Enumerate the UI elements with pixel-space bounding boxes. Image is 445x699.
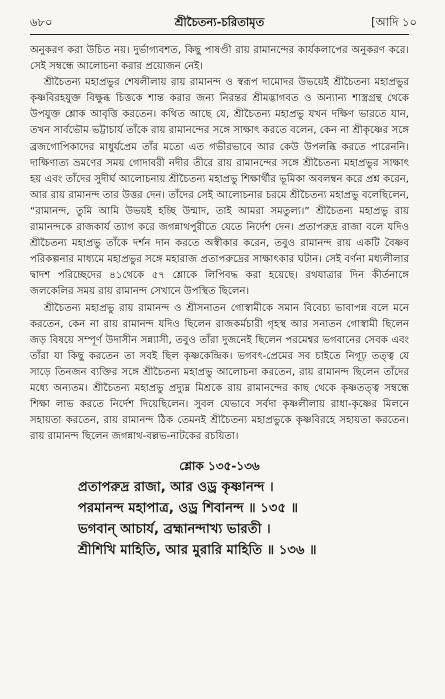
page-number: ৬৮০ (30, 15, 53, 29)
section-label: [আদি ১০ (371, 15, 417, 29)
verse-line: প্রতাপরুদ্র রাজা, আর ওড্র কৃষ্ণানন্দ । (78, 480, 274, 496)
purport-text (30, 43, 409, 445)
book-title: শ্রীচৈতন্য-চরিতামৃত (174, 15, 265, 29)
verse-line: ভগবান্ আচার্য, ব্রহ্মানন্দাখ্য ভারতী । (78, 522, 271, 538)
header-rule (30, 34, 409, 35)
paragraph: শ্রীচৈতন্য মহাপ্রভু রায় রামানন্দ ও শ্রীসনাতন গোস্বামীকে সমান বিবেচ্য ভাবাপন্ন বলে মনে করতেন, কেন না রায় রামানন্দ যদিও ছিলেন রাজকর্মচারী গৃহস্থ আর সনাতন গোস্বামী ছিলেন জড় বিষয়ে সম্পূর্ণ উদাসীন সন্ন্যাসী, তবুও তাঁরা দুজনেই ছিলেন পরমেশ্বর ভগবানের সেবক এবং তাঁরা যা কিছু করতেন তা সবই ছিল কৃষ্ণকেন্দ্রিক। ভগবৎ-প্রেমের সব চাইতে নিগূঢ় তত্ত্ব যে সাড়ে তিনজন ব্যক্তির সঙ্গে শ্রীচৈতন্য মহাপ্রভু আলোচনা করতেন, রায় রামানন্দ ছিলেন তাঁদের মধ্যে অন্যতম। শ্রীচৈতন্য মহাপ্রভু প্রদ্যুম্ন মিশ্রকে রায় রামানন্দের কাছ থেকে কৃষ্ণতত্ত্ব সম্বন্ধে শিক্ষা লাভ করতে নির্দেশ দিয়েছিলেন। সুবল যেভাবে সর্বদা কৃষ্ণলীলায় রাধা-কৃষ্ণের মিলনে সহায়তা করতেন, রায় রামানন্দ ঠিক তেমনই শ্রীচৈতন্য মহাপ্রভুকে কৃষ্ণবিরহে সহায়তা করতেন। রায় রামানন্দ ছিলেন জগন্নাথ-বল্লভ-নাটকের রচয়িতা। (30, 302, 409, 443)
verse-heading: শ্লোক ১৩৫-১৩৬ (179, 459, 260, 474)
verse-block (30, 477, 409, 561)
paragraph: শ্রীচৈতন্য মহাপ্রভুর শেষলীলায় রায় রামানন্দ ও স্বরূপ দামোদর উভয়েই শ্রীচৈতন্য মহাপ্রভুর কৃষ্ণবিরহযুক্ত বিক্ষুব্ধ চিত্তকে শান্ত করার জন্য নিরন্তর শ্রীমদ্ভাগবত ও অন্যান্য শাস্ত্রগ্রন্থ থেকে উপযুক্ত শ্লোক আবৃত্তি করতেন। কথিত আছে যে, শ্রীচৈতন্য মহাপ্রভু যখন দক্ষিণ ভারতে যান, তখন সার্বভৌম ভট্টাচার্য তাঁকে রায় রামানন্দের সঙ্গে সাক্ষাৎ করতে বলেন, কেন না শ্রীকৃষ্ণের সঙ্গে ব্রজগোপিকাদের মাধুর্যপ্রেম তাঁর মতো এত গভীরভাবে আর কেউ উপলব্ধি করতে পারেননি। দাক্ষিণাত্য ভ্রমণের সময় গোদাবরী নদীর তীরে রায় রামানন্দের সঙ্গে শ্রীচৈতন্য মহাপ্রভুর সাক্ষাৎ হয় এবং তাঁদের সুদীর্ঘ আলোচনায় শ্রীচৈতন্য মহাপ্রভু শিক্ষার্থীর ভূমিকা অবলম্বন করে প্রশ্ন করেন, আর রায় রামানন্দ তার উত্তর দেন। তাঁদের সেই আলোচনার চরমে শ্রীচৈতন্য মহাপ্রভু বলেছিলেন, “রামানন্দ, তুমি আমি উভয়ই হচ্ছি উন্মাদ, তাই আমরা সমতুল্য।” শ্রীচৈতন্য মহাপ্রভু রায় রামানন্দকে রাজকার্য ত্যাগ করে জগন্নাথপুরীতে যেতে নির্দেশ দেন। প্রতাপরুদ্র রাজা বলে যদিও শ্রীচৈতন্য মহাপ্রভু তাঁকে দর্শন দান করতে অস্বীকার করেন, তবুও রামানন্দ রায় একটি বৈষ্ণব পরিকল্পনার মাধ্যমে মহাপ্রভুর সঙ্গে মহারাজ প্রতাপরুদ্রের সাক্ষাৎকার ঘটান। সেই বর্ণনা মধ্যলীলার দ্বাদশ পরিচ্ছেদের ৪১থেকে ৫৭ শ্লোকে লিপিবদ্ধ করা হয়েছে। রথযাত্রার দিন কীর্তনাঙ্গে জলকেলির সময় রায় রামানন্দ সেখানে উপস্থিত ছিলেন। (30, 77, 409, 298)
page-header (30, 12, 417, 32)
verse-line: পরমানন্দ মহাপাত্র, ওড্র শিবানন্দ ॥ ১৩৫ ॥ (78, 501, 299, 517)
verse-line: শ্রীশিখি মাহিতি, আর মুরারি মাহিতি ॥ ১৩৬ ॥ (78, 543, 317, 559)
paragraph: অনুকরণ করা উচিত নয়। দুর্ভাগ্যবশত, কিছু পাষণ্ডী রায় রামানন্দের কার্যকলাপের অনুকরণ করে। সেই সম্বন্ধে আলোচনা করার প্রয়োজন নেই। (30, 45, 409, 73)
